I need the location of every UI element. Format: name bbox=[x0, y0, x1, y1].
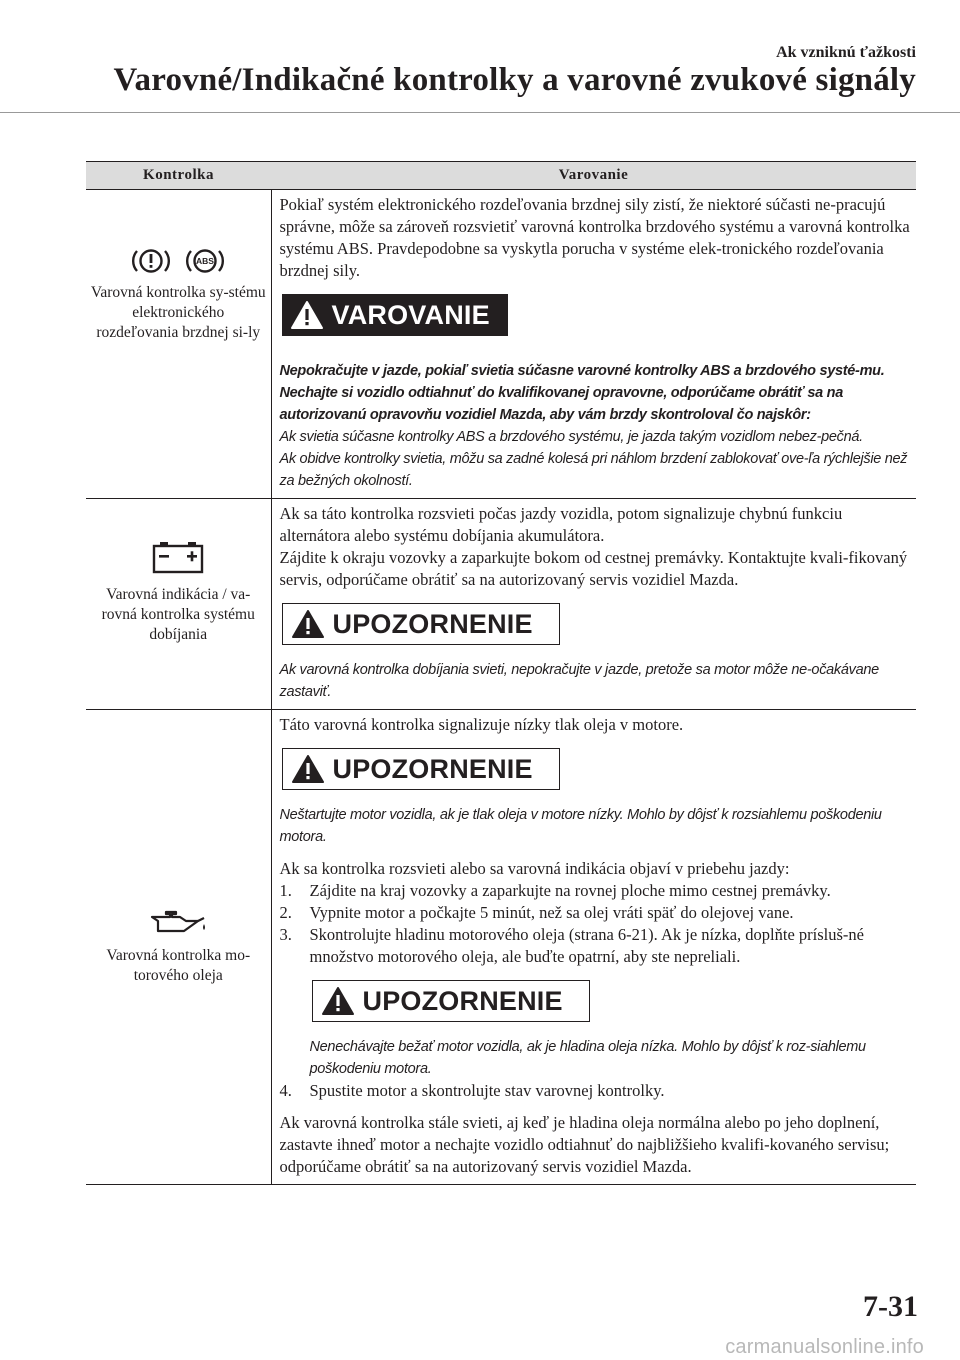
lamp-label: Varovná kontrolka mo-torového oleja bbox=[106, 946, 251, 984]
warning-note: Ak obidve kontrolky svietia, môžu sa zadné kolesá pri náhlom brzdení zablokovať ove-ľa rýchlejšie než za bežných okolností. bbox=[279, 451, 908, 489]
warning-note: Ak svietia súčasne kontrolky ABS a brzdového systému, je jazda takým vozidlom nebez-pečná. bbox=[279, 429, 863, 445]
caution-signal-box bbox=[282, 603, 560, 645]
description-text: Zájdite k okraju vozovky a zaparkujte bokom od cestnej premávky. Kontaktujte kvali-fikovaný servis, odporúčame obrátiť sa na autorizovaný servis vozidiel Mazda. bbox=[279, 548, 908, 589]
signal-word: UPOZORNENIE bbox=[332, 753, 533, 784]
abs-warning-icon bbox=[185, 245, 225, 277]
caution-note: Nenechávajte bežať motor vozidla, ak je hladina oleja nízka. Mohlo by dôjsť k roz-siahlemu poškodeniu motora. bbox=[309, 1039, 866, 1077]
steps-list bbox=[280, 1080, 911, 1102]
table-row bbox=[86, 190, 916, 499]
nested-caution bbox=[280, 968, 911, 1080]
list-item: 4. Spustite motor a skontrolujte stav varovnej kontrolky. bbox=[279, 1081, 665, 1100]
warning-cell bbox=[271, 710, 916, 1185]
table-row bbox=[86, 499, 916, 710]
list-item: 3. Skontrolujte hladinu motorového oleja (strana 6-21). Ak je nízka, doplňte prísluš-né množstvo motorového oleja, ale buďte opatrní, aby ste nepreliali. bbox=[279, 925, 864, 966]
steps-intro: Ak sa kontrolka rozsvieti alebo sa varovná indikácia objaví v priebehu jazdy: bbox=[279, 859, 790, 878]
signal-word: VAROVANIE bbox=[331, 299, 490, 330]
signal-word: UPOZORNENIE bbox=[332, 608, 533, 639]
lamp-label: Varovná indikácia / va-rovná kontrolka systému dobíjania bbox=[101, 585, 255, 643]
warning-triangle-icon bbox=[321, 986, 355, 1016]
warning-note-bold: Nepokračujte v jazde, pokiaľ svietia súčasne varovné kontrolky ABS a brzdového systé-mu. Nechajte si vozidlo odtiahnuť do kvalifikovanej opravovne, odporúčame obrátiť sa na autorizovanú opravovňu vozidiel Mazda, aby vám brzdy skontroloval čo najskôr: bbox=[279, 363, 885, 423]
battery-icon bbox=[150, 538, 206, 574]
brake-warning-icon bbox=[131, 245, 171, 277]
lamp-cell bbox=[86, 499, 271, 710]
column-header-warning: Varovanie bbox=[271, 162, 916, 190]
lamp-cell bbox=[86, 190, 271, 499]
lamp-label: Varovná kontrolka sy-stému elektronického rozdeľovania brzdnej si-ly bbox=[90, 284, 266, 341]
steps-list bbox=[280, 880, 911, 968]
warning-signal-box bbox=[282, 294, 508, 336]
description-text: Ak sa táto kontrolka rozsvieti počas jazdy vozidla, potom signalizuje chybnú funkciu alternátora alebo systému dobíjania akumulátora. bbox=[279, 504, 843, 545]
warning-cell bbox=[271, 499, 916, 710]
list-item: 1. Zájdite na kraj vozovky a zaparkujte na rovnej ploche mimo cestnej premávky. bbox=[279, 881, 831, 900]
warning-triangle-icon bbox=[291, 609, 325, 639]
caution-signal-box bbox=[282, 748, 560, 790]
warning-lights-table bbox=[86, 161, 916, 1185]
signal-word: UPOZORNENIE bbox=[362, 985, 563, 1016]
table-row bbox=[86, 710, 916, 1185]
oil-can-icon bbox=[148, 909, 208, 935]
description-text: Pokiaľ systém elektronického rozdeľovania brzdnej sily zistí, že niektoré súčasti ne-pracujú správne, môže sa zároveň rozsvietiť varovná kontrolka brzdového systému a varovná kontrolka systému ABS. Pravdepodobne sa vyskytla porucha v systéme elek-tronického rozdeľovania brzdnej sily. bbox=[279, 195, 910, 280]
caution-signal-box bbox=[312, 980, 590, 1022]
description-text: Ak varovná kontrolka stále svieti, aj keď je hladina oleja normálna alebo po jeho doplnení, zastavte ihneď motor a nechajte vozidlo odtiahnuť do najbližšieho kvalifi-kovaného servisu; odporúčame obrátiť sa na autorizovaný servis vozidiel Mazda. bbox=[279, 1113, 890, 1176]
warning-triangle-icon bbox=[290, 300, 324, 330]
page-number: 7-31 bbox=[863, 1290, 918, 1323]
warning-triangle-icon bbox=[291, 754, 325, 784]
caution-note: Ak varovná kontrolka dobíjania svieti, nepokračujte v jazde, pretože sa motor môže ne-očakávane zastaviť. bbox=[279, 662, 879, 700]
header-divider bbox=[0, 112, 960, 113]
watermark: carmanualsonline.info bbox=[725, 1336, 924, 1358]
page-title: Varovné/Indikačné kontrolky a varovné zvukové signály bbox=[113, 62, 916, 98]
lamp-cell bbox=[86, 710, 271, 1185]
column-header-lamp: Kontrolka bbox=[86, 162, 271, 190]
warning-cell bbox=[271, 190, 916, 499]
list-item: 2. Vypnite motor a počkajte 5 minút, než sa olej vráti späť do olejovej vane. bbox=[279, 903, 794, 922]
svg-text:ABS: ABS bbox=[196, 256, 215, 266]
section-heading: Ak vzniknú ťažkosti bbox=[776, 44, 916, 61]
table-header-row bbox=[86, 162, 916, 190]
caution-note: Neštartujte motor vozidla, ak je tlak oleja v motore nízky. Mohlo by dôjsť k rozsiahlemu poškodeniu motora. bbox=[279, 807, 882, 845]
description-text: Táto varovná kontrolka signalizuje nízky tlak oleja v motore. bbox=[279, 715, 684, 734]
